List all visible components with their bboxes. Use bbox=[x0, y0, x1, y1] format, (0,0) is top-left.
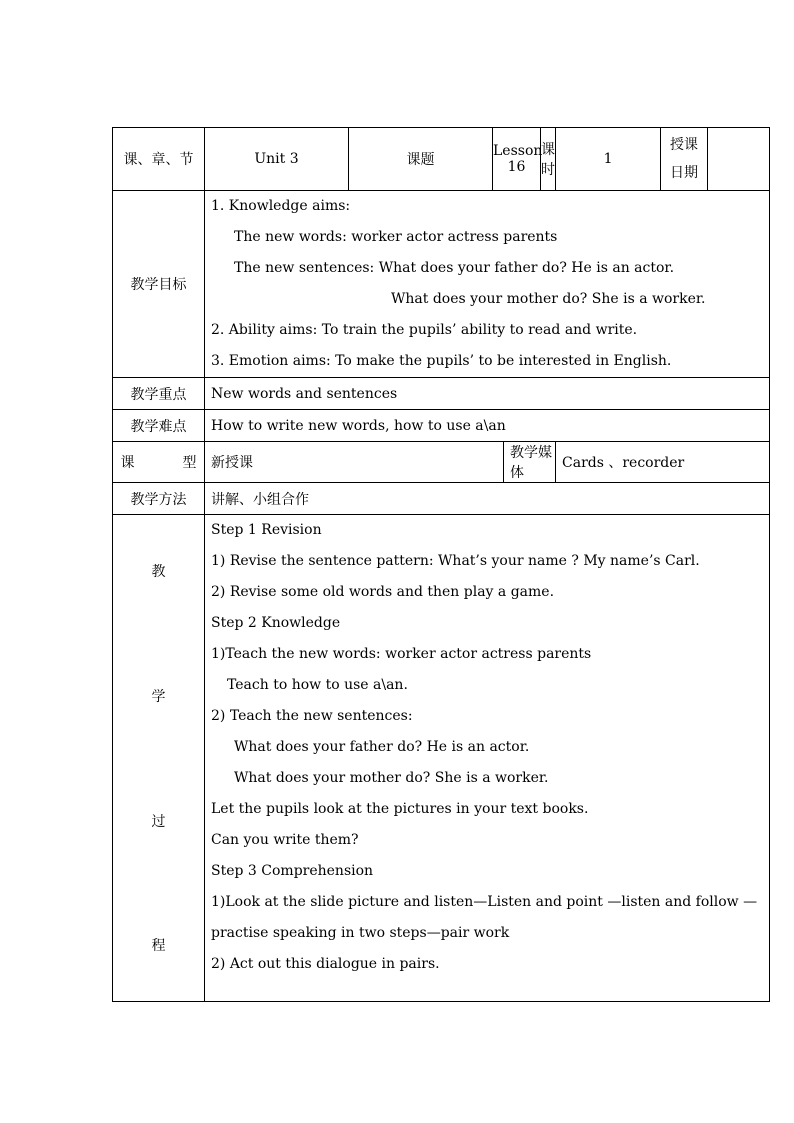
lesson-type-label-b: 型 bbox=[182, 455, 197, 471]
objective-line: 1. Knowledge aims: bbox=[211, 198, 351, 214]
lesson-type-label-a: 课 bbox=[120, 455, 135, 471]
lesson-type-value: 新授课 bbox=[205, 442, 504, 483]
media-value: Cards 、recorder bbox=[556, 442, 770, 483]
process-label-char: 过 bbox=[151, 814, 166, 830]
process-line: Step 3 Comprehension bbox=[211, 863, 374, 879]
period-value: 1 bbox=[556, 128, 661, 191]
lesson-type-label bbox=[113, 442, 205, 483]
process-line: 2) Act out this dialogue in pairs. bbox=[211, 956, 440, 972]
period-label: 课时 bbox=[541, 128, 556, 191]
methods-row bbox=[113, 483, 770, 515]
methods-label: 教学方法 bbox=[113, 483, 205, 515]
objective-line: The new sentences: What does your father do? He is an actor. bbox=[234, 260, 675, 276]
difficulties-label: 教学难点 bbox=[113, 410, 205, 442]
date-label-line-1: 授课 bbox=[670, 137, 699, 153]
objectives-row bbox=[113, 191, 770, 378]
process-line: Let the pupils look at the pictures in your text books. bbox=[211, 801, 589, 817]
process-line: Step 2 Knowledge bbox=[211, 615, 341, 631]
difficulties-row bbox=[113, 410, 770, 442]
lesson-type-row bbox=[113, 442, 770, 483]
objectives-label: 教学目标 bbox=[113, 191, 205, 378]
process-row bbox=[113, 515, 770, 1002]
key-points-label: 教学重点 bbox=[113, 378, 205, 410]
process-label-char: 程 bbox=[151, 938, 166, 954]
objective-line: What does your mother do? She is a worker. bbox=[391, 291, 706, 307]
process-label-char: 教 bbox=[151, 564, 166, 580]
objective-line: 2. Ability aims: To train the pupils’ ability to read and write. bbox=[211, 322, 638, 338]
process-line: practise speaking in two steps—pair work bbox=[211, 925, 510, 941]
header-row bbox=[113, 128, 770, 191]
process-line: 2) Teach the new sentences: bbox=[211, 708, 413, 724]
process-line: Step 1 Revision bbox=[211, 522, 322, 538]
process-line: Teach to how to use a\an. bbox=[227, 677, 408, 693]
process-label bbox=[113, 515, 205, 1002]
objective-line: 3. Emotion aims: To make the pupils’ to be interested in English. bbox=[211, 353, 672, 369]
process-content bbox=[205, 515, 770, 1002]
lesson-plan-table bbox=[112, 127, 770, 1002]
process-line: 1) Revise the sentence pattern: What’s your name ? My name’s Carl. bbox=[211, 553, 700, 569]
methods-value: 讲解、小组合作 bbox=[205, 483, 770, 515]
difficulties-value: How to write new words, how to use a\an bbox=[205, 410, 770, 442]
section-label: 课、章、节 bbox=[113, 128, 205, 191]
key-points-value: New words and sentences bbox=[205, 378, 770, 410]
key-points-row bbox=[113, 378, 770, 410]
objectives-content bbox=[205, 191, 770, 378]
topic-label: 课题 bbox=[349, 128, 493, 191]
lesson-value: Lesson 16 bbox=[493, 128, 541, 191]
objective-line: The new words: worker actor actress parents bbox=[234, 229, 558, 245]
process-line: 1)Look at the slide picture and listen—Listen and point —listen and follow — bbox=[211, 894, 758, 910]
unit-value: Unit 3 bbox=[205, 128, 349, 191]
date-label-line-2: 日期 bbox=[670, 165, 699, 181]
process-line: 1)Teach the new words: worker actor actress parents bbox=[211, 646, 592, 662]
media-label: 教学媒体 bbox=[504, 442, 556, 483]
process-label-char: 学 bbox=[151, 689, 166, 705]
process-line: What does your mother do? She is a worker. bbox=[234, 770, 549, 786]
date-value bbox=[708, 128, 770, 191]
process-line: What does your father do? He is an actor. bbox=[234, 739, 530, 755]
date-label bbox=[661, 128, 708, 191]
process-line: 2) Revise some old words and then play a game. bbox=[211, 584, 555, 600]
process-line: Can you write them? bbox=[211, 832, 359, 848]
